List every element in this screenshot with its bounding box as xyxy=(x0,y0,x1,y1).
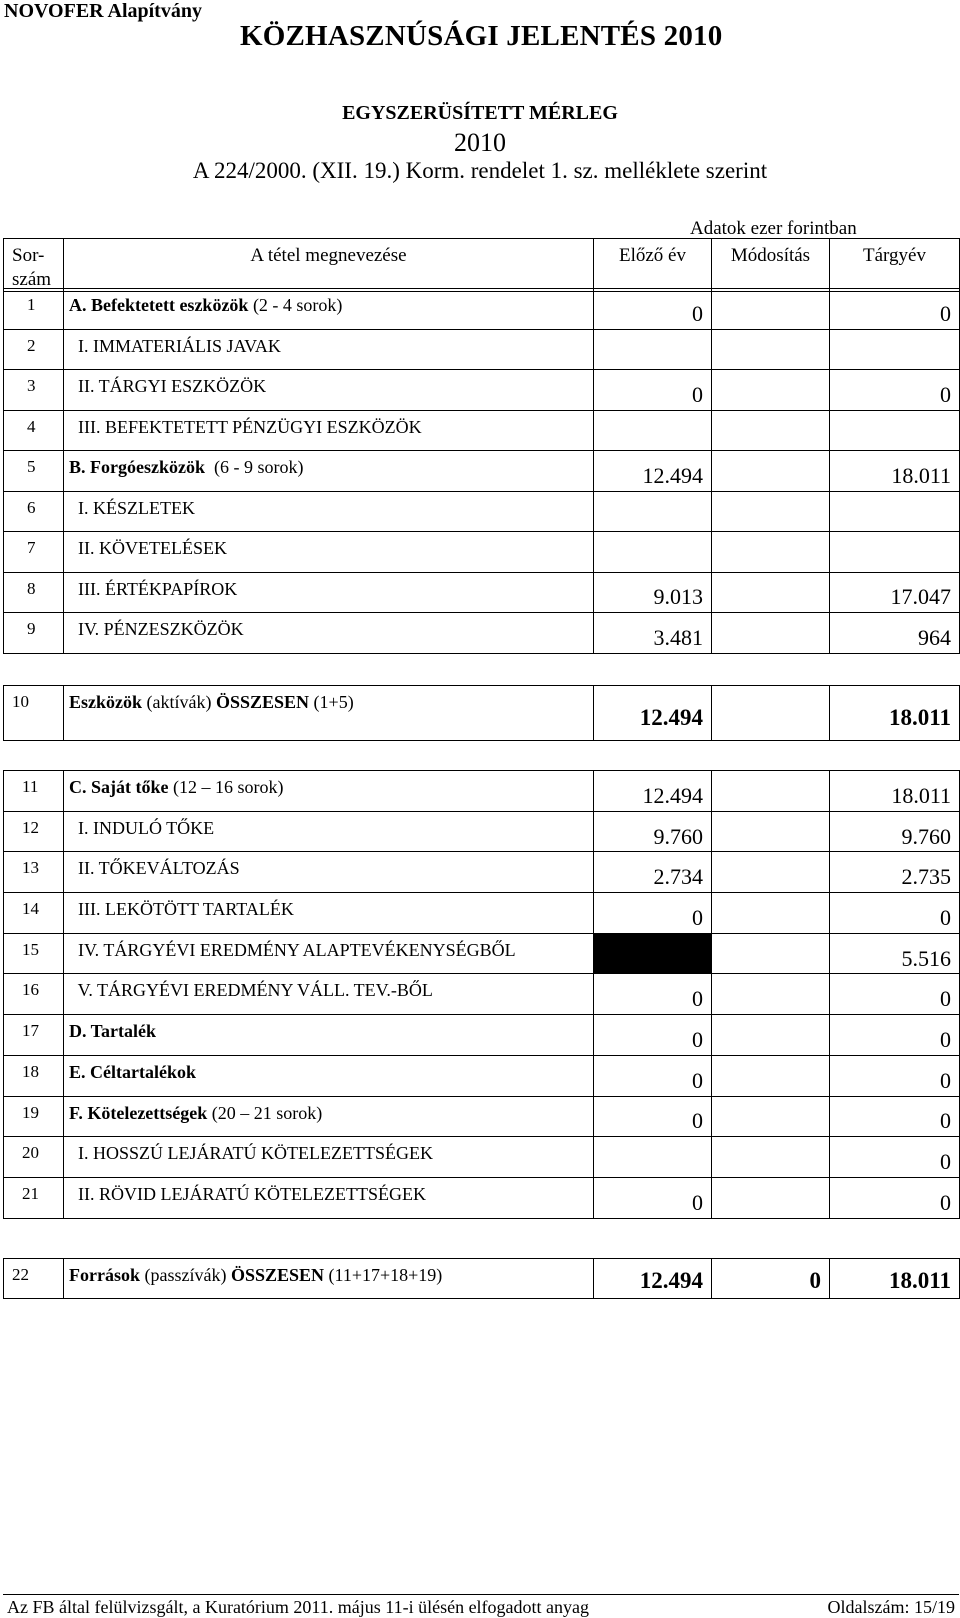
value-mod xyxy=(712,893,830,934)
value-mod xyxy=(712,852,830,893)
value-prev: 0 xyxy=(594,289,712,330)
label-rest: (2 - 4 sorok) xyxy=(248,295,343,315)
label-rest: IV. TÁRGYÉVI EREDMÉNY ALAPTEVÉKENYSÉGBŐL xyxy=(69,939,516,960)
value-mod xyxy=(712,572,830,613)
value-mod xyxy=(712,613,830,654)
row-label xyxy=(64,370,594,411)
row-label xyxy=(64,1055,594,1096)
value-curr: 0 xyxy=(830,289,960,330)
row-label xyxy=(64,410,594,451)
value-curr: 18.011 xyxy=(830,771,960,812)
table-row xyxy=(4,1259,960,1299)
row-label xyxy=(64,811,594,852)
row-label xyxy=(64,771,594,812)
label-rest: II. TÁRGYI ESZKÖZÖK xyxy=(69,376,267,396)
row-label xyxy=(64,933,594,974)
value-mod: 0 xyxy=(712,1259,830,1299)
organization-name: NOVOFER Alapítvány xyxy=(4,0,202,22)
row-number: 13 xyxy=(4,852,64,893)
table-row xyxy=(4,852,960,893)
table-row xyxy=(4,1177,960,1218)
row-label xyxy=(64,1177,594,1218)
value-mod xyxy=(712,686,830,741)
row-number: 9 xyxy=(4,613,64,654)
value-prev: 2.734 xyxy=(594,852,712,893)
label-rest: IV. PÉNZESZKÖZÖK xyxy=(69,619,244,639)
row-label xyxy=(64,532,594,573)
label-rest: II. TŐKEVÁLTOZÁS xyxy=(69,858,240,879)
row-number: 6 xyxy=(4,491,64,532)
label-rest: III. BEFEKTETETT PÉNZÜGYI ESZKÖZÖK xyxy=(69,416,422,437)
label-bold2: ÖSSZESEN xyxy=(215,692,310,712)
label-bold: Források xyxy=(69,1265,140,1285)
row-label xyxy=(64,974,594,1015)
label-rest: I. HOSSZÚ LEJÁRATÚ KÖTELEZETTSÉGEK xyxy=(69,1143,433,1164)
value-prev: 0 xyxy=(594,1055,712,1096)
table-row xyxy=(4,771,960,812)
label-bold: D. Tartalék xyxy=(69,1021,157,1042)
value-curr: 0 xyxy=(830,1055,960,1096)
row-number: 22 xyxy=(4,1259,64,1299)
table-row xyxy=(4,410,960,451)
rownum-header-line2: szám xyxy=(12,269,52,290)
value-curr: 0 xyxy=(830,1137,960,1178)
label-bold: Eszközök xyxy=(69,692,143,712)
value-mod xyxy=(712,532,830,573)
label-bold2: ÖSSZESEN xyxy=(230,1265,325,1285)
value-mod xyxy=(712,933,830,974)
label-rest: (20 – 21 sorok) xyxy=(207,1102,323,1123)
table-row xyxy=(4,893,960,934)
row-label xyxy=(64,289,594,330)
page-footer xyxy=(3,1594,959,1617)
value-mod xyxy=(712,329,830,370)
value-prev: 12.494 xyxy=(594,451,712,492)
row-number: 7 xyxy=(4,532,64,573)
value-mod xyxy=(712,1055,830,1096)
table-row xyxy=(4,613,960,654)
column-header-name: A tétel megnevezése xyxy=(64,239,594,292)
label-bold: F. Kötelezettségek xyxy=(69,1102,208,1123)
table-row xyxy=(4,532,960,573)
row-label xyxy=(64,893,594,934)
table-row xyxy=(4,1055,960,1096)
row-number: 14 xyxy=(4,893,64,934)
redacted-value xyxy=(594,933,712,974)
label-rest: II. KÖVETELÉSEK xyxy=(69,538,227,558)
value-curr xyxy=(830,491,960,532)
row-number: 21 xyxy=(4,1177,64,1218)
row-number: 17 xyxy=(4,1015,64,1056)
value-mod xyxy=(712,1096,830,1137)
value-prev: 0 xyxy=(594,1177,712,1218)
value-curr: 0 xyxy=(830,1096,960,1137)
label-mid: (aktívák) xyxy=(142,692,216,712)
value-mod xyxy=(712,811,830,852)
label-rest: (1+5) xyxy=(309,692,354,712)
row-number: 16 xyxy=(4,974,64,1015)
footer-note: Az FB által felülvizsgált, a Kuratórium 2011. május 11-i ülésén elfogadott anyag xyxy=(7,1597,590,1617)
label-rest: (12 – 16 sorok) xyxy=(168,777,284,797)
value-prev: 0 xyxy=(594,1096,712,1137)
value-prev: 0 xyxy=(594,1015,712,1056)
table-row xyxy=(4,974,960,1015)
row-number: 12 xyxy=(4,811,64,852)
label-rest: III. ÉRTÉKPAPÍROK xyxy=(69,578,238,599)
table-row xyxy=(4,370,960,411)
value-prev: 12.494 xyxy=(594,1259,712,1299)
value-curr: 18.011 xyxy=(830,686,960,741)
row-number: 4 xyxy=(4,410,64,451)
value-prev xyxy=(594,410,712,451)
row-number: 8 xyxy=(4,572,64,613)
label-bold: C. Saját tőke xyxy=(69,777,169,797)
value-mod xyxy=(712,289,830,330)
table-row xyxy=(4,491,960,532)
label-rest: I. IMMATERIÁLIS JAVAK xyxy=(69,335,281,356)
total-assets-table xyxy=(3,685,960,741)
balance-header-table xyxy=(3,238,960,292)
label-rest: V. TÁRGYÉVI EREDMÉNY VÁLL. TEV.-BŐL xyxy=(69,980,433,1001)
label-rest: III. LEKÖTÖTT TARTALÉK xyxy=(69,899,294,920)
value-mod xyxy=(712,491,830,532)
table-row xyxy=(4,1096,960,1137)
label-mid: (passzívák) xyxy=(140,1265,231,1285)
label-rest: (6 - 9 sorok) xyxy=(204,457,304,477)
value-curr: 17.047 xyxy=(830,572,960,613)
row-number: 5 xyxy=(4,451,64,492)
row-label xyxy=(64,1259,594,1299)
row-number: 19 xyxy=(4,1096,64,1137)
row-number: 1 xyxy=(4,289,64,330)
table-row xyxy=(4,572,960,613)
row-label xyxy=(64,451,594,492)
value-curr: 0 xyxy=(830,370,960,411)
assets-table xyxy=(3,288,960,654)
value-curr: 0 xyxy=(830,1177,960,1218)
label-bold: E. Céltartalékok xyxy=(69,1061,196,1082)
row-label xyxy=(64,491,594,532)
value-prev: 0 xyxy=(594,974,712,1015)
value-curr: 18.011 xyxy=(830,451,960,492)
row-label xyxy=(64,329,594,370)
report-title: KÖZHASZNÚSÁGI JELENTÉS 2010 xyxy=(240,20,723,52)
value-prev: 0 xyxy=(594,370,712,411)
table-row xyxy=(4,329,960,370)
value-mod xyxy=(712,1177,830,1218)
row-label xyxy=(64,572,594,613)
value-mod xyxy=(712,451,830,492)
page-number: Oldalszám: 15/19 xyxy=(827,1597,955,1617)
value-prev: 12.494 xyxy=(594,686,712,741)
value-curr: 0 xyxy=(830,1015,960,1056)
value-mod xyxy=(712,771,830,812)
table-row xyxy=(4,933,960,974)
value-curr: 2.735 xyxy=(830,852,960,893)
value-mod xyxy=(712,370,830,411)
value-prev: 9.760 xyxy=(594,811,712,852)
column-header-curr: Tárgyév xyxy=(830,239,960,292)
row-number: 20 xyxy=(4,1137,64,1178)
label-rest: I. INDULÓ TŐKE xyxy=(69,817,215,838)
row-label xyxy=(64,1015,594,1056)
label-bold: A. Befektetett eszközök xyxy=(69,295,249,315)
value-curr: 9.760 xyxy=(830,811,960,852)
value-curr: 964 xyxy=(830,613,960,654)
value-mod xyxy=(712,1137,830,1178)
column-header-rownum xyxy=(4,239,64,292)
column-header-mod: Módosítás xyxy=(712,239,830,292)
table-row xyxy=(4,1137,960,1178)
label-rest: I. KÉSZLETEK xyxy=(69,497,195,518)
column-header-prev: Előző év xyxy=(594,239,712,292)
table-row xyxy=(4,811,960,852)
value-curr: 5.516 xyxy=(830,933,960,974)
document-title: EGYSZERÜSÍTETT MÉRLEG xyxy=(342,102,618,124)
row-number: 15 xyxy=(4,933,64,974)
value-prev xyxy=(594,1137,712,1178)
label-rest: (11+17+18+19) xyxy=(324,1265,443,1285)
row-number: 3 xyxy=(4,370,64,411)
row-number: 11 xyxy=(4,771,64,812)
table-row xyxy=(4,1015,960,1056)
value-curr xyxy=(830,329,960,370)
value-prev xyxy=(594,532,712,573)
value-prev: 12.494 xyxy=(594,771,712,812)
value-prev: 0 xyxy=(594,893,712,934)
unit-note: Adatok ezer forintban xyxy=(690,218,857,239)
row-label xyxy=(64,1096,594,1137)
table-row xyxy=(4,686,960,741)
value-curr: 18.011 xyxy=(830,1259,960,1299)
total-sources-table xyxy=(3,1258,960,1299)
sources-table xyxy=(3,770,960,1219)
row-number: 18 xyxy=(4,1055,64,1096)
label-rest: II. RÖVID LEJÁRATÚ KÖTELEZETTSÉGEK xyxy=(69,1183,426,1204)
value-mod xyxy=(712,974,830,1015)
row-label xyxy=(64,852,594,893)
row-label xyxy=(64,613,594,654)
row-label xyxy=(64,1137,594,1178)
value-mod xyxy=(712,1015,830,1056)
value-curr: 0 xyxy=(830,974,960,1015)
value-prev xyxy=(594,491,712,532)
value-prev: 9.013 xyxy=(594,572,712,613)
table-row xyxy=(4,451,960,492)
value-mod xyxy=(712,410,830,451)
row-label xyxy=(64,686,594,741)
row-number: 10 xyxy=(4,686,64,741)
value-curr: 0 xyxy=(830,893,960,934)
label-bold: B. Forgóeszközök xyxy=(69,457,205,477)
value-curr xyxy=(830,532,960,573)
value-prev: 3.481 xyxy=(594,613,712,654)
value-curr xyxy=(830,410,960,451)
value-prev xyxy=(594,329,712,370)
row-number: 2 xyxy=(4,329,64,370)
rownum-header-line1: Sor- xyxy=(12,245,45,266)
table-row xyxy=(4,289,960,330)
document-subtitle: A 224/2000. (XII. 19.) Korm. rendelet 1. sz. melléklete szerint xyxy=(192,158,768,183)
document-year: 2010 xyxy=(454,128,506,157)
